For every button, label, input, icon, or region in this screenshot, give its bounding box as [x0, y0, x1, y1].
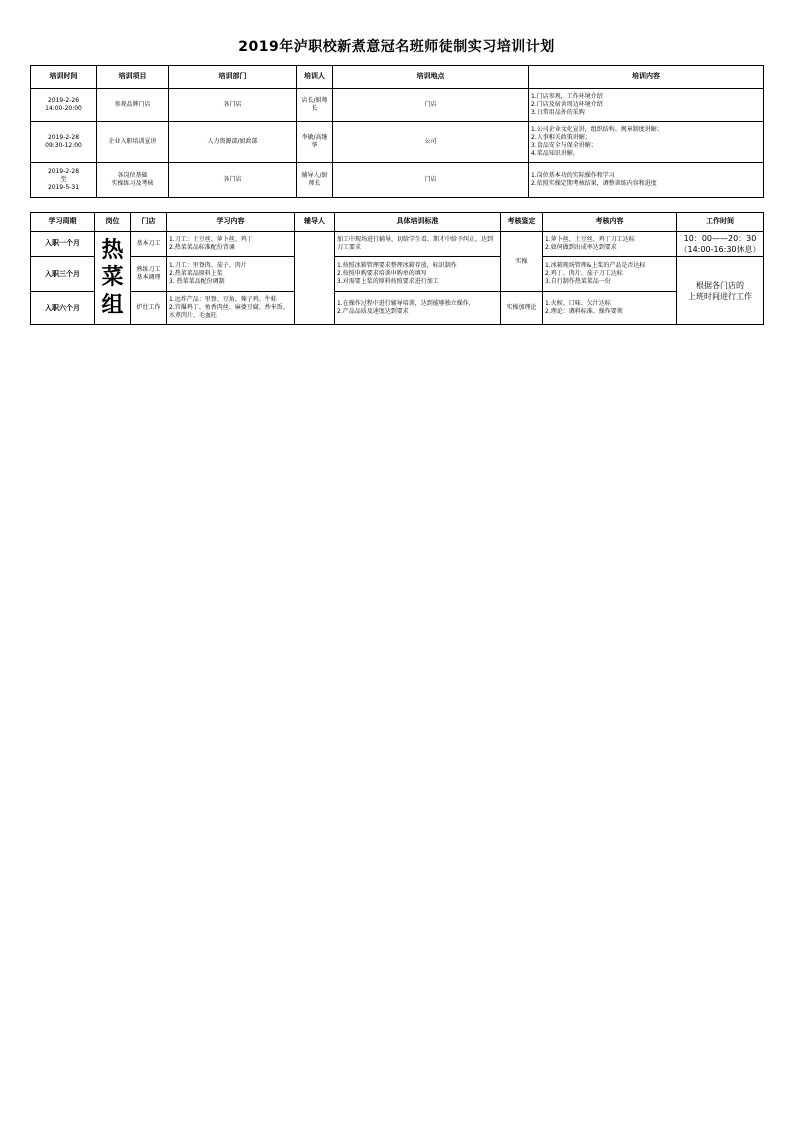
cell-project: 参观品牌门店 — [97, 89, 169, 122]
cell-project: 企业入职培训宣讲 — [97, 122, 169, 163]
cell-assess: 实操 — [501, 232, 543, 292]
header-period: 学习周期 — [31, 213, 95, 232]
cell-post: 热 菜 组 — [95, 232, 131, 325]
cell-study: 1.远炸产品：里脊、豆角、辣子鸡、牛蛙 2.宫爆鸡丁、鱼香肉丝、麻婆豆腐、炒米饭、水煮肉片、毛血旺 — [167, 292, 295, 325]
header-project: 培训项目 — [97, 66, 169, 89]
table-row — [31, 232, 764, 257]
cell-dept: 人力资源部/厨政部 — [169, 122, 297, 163]
header-place: 培训地点 — [333, 66, 529, 89]
table-row — [31, 292, 764, 325]
cell-period: 入职三个月 — [31, 257, 95, 292]
cell-assess-content: 1.萝卜丝、土豆丝、鸡丁刀工达标 2.如何做到出成率达到要求 — [543, 232, 677, 257]
cell-store: 炉灶工作 — [131, 292, 167, 325]
cell-place: 门店 — [333, 163, 529, 198]
cell-dept: 各门店 — [169, 89, 297, 122]
cell-period: 入职六个月 — [31, 292, 95, 325]
header-standard: 具体培训标准 — [335, 213, 501, 232]
cell-time: 2019-2-26 14:00-20:00 — [31, 89, 97, 122]
cell-store: 熟练刀工 基本调理 — [131, 257, 167, 292]
cell-content: 1.岗位基本功的实际操作和学习 2.依照实操定期考核结果，调整训练内容和进度 — [529, 163, 764, 198]
cell-content: 1.门店参观，工作环境介绍 2.门店及宿舍周边环境介绍 3.日常用品外的采购 — [529, 89, 764, 122]
table-row — [31, 163, 764, 198]
cell-study: 1.刀工：里脊肉、茄子、肉片 2.热菜菜品原料上浆 3. 热菜菜品配份调制 — [167, 257, 295, 292]
cell-assess: 实操加理论 — [501, 292, 543, 325]
training-plan-table — [30, 65, 764, 198]
cell-place: 公司 — [333, 122, 529, 163]
header-worktime: 工作时间 — [677, 213, 764, 232]
header-time: 培训时间 — [31, 66, 97, 89]
cell-assess-content: 1.火候、口味、欠汁达标 2.理论：调料标准、操作要领 — [543, 292, 677, 325]
header-tutor: 辅导人 — [295, 213, 335, 232]
cell-time: 2019-2-28 09:30-12:00 — [31, 122, 97, 163]
cell-project: 各岗位基础 实操练习及考核 — [97, 163, 169, 198]
cell-trainer: 李敏/高继华 — [297, 122, 333, 163]
cell-time: 2019-2-28 至 2019-5-31 — [31, 163, 97, 198]
cell-tutor — [295, 232, 335, 325]
cell-study: 1.刀工：土豆丝、萝卜丝、鸡丁 2.热菜菜品标准配份背诵 — [167, 232, 295, 257]
cell-assess-content: 1.冰箱现场管理&上浆的产品是否达标 2.鸡丁、肉片、茄子刀工达标 3.自行制作热菜菜品一份 — [543, 257, 677, 292]
header-store: 门店 — [131, 213, 167, 232]
study-plan-table — [30, 212, 764, 325]
header-content: 培训内容 — [529, 66, 764, 89]
cell-store: 基本刀工 — [131, 232, 167, 257]
cell-standard: 1.在操作过程中进行辅导培训，达到能够独立操作， 2.产品品质及速度达到要求 — [335, 292, 501, 325]
cell-trainer: 辅导人/厨师长 — [297, 163, 333, 198]
cell-standard: 1.按照冰箱管理要求整理冰箱存放，标识制作 2.按照申购要求培训申购单的填写 3.对需要上浆的原料按照要求进行加工 — [335, 257, 501, 292]
table-header-row — [31, 66, 764, 89]
header-trainer: 培训人 — [297, 66, 333, 89]
header-assess: 考核鉴定 — [501, 213, 543, 232]
table-row — [31, 89, 764, 122]
cell-trainer: 店长/厨师长 — [297, 89, 333, 122]
header-dept: 培训部门 — [169, 66, 297, 89]
header-assess-content: 考核内容 — [543, 213, 677, 232]
cell-place: 门店 — [333, 89, 529, 122]
header-post: 岗位 — [95, 213, 131, 232]
cell-period: 入职一个月 — [31, 232, 95, 257]
table-header-row — [31, 213, 764, 232]
cell-content: 1.公司企业文化宣讲，组织结构、规章制度讲解； 2.人事相关政策讲解； 3.食品安全与保全讲解； 4.菜品知识讲解。 — [529, 122, 764, 163]
table-row — [31, 257, 764, 292]
header-study: 学习内容 — [167, 213, 295, 232]
cell-standard: 加工中现场进行辅导，切给学生看，期才中给予纠正，达到刀工要求 — [335, 232, 501, 257]
page-title: 2019年泸职校新煮意冠名班师徒制实习培训计划 — [238, 39, 555, 55]
cell-dept: 各门店 — [169, 163, 297, 198]
cell-worktime: 10：00——20：30 （14:00-16:30休息） — [677, 232, 764, 257]
table-row — [31, 122, 764, 163]
cell-worktime: 根据各门店的 上班时间进行工作 — [677, 257, 764, 325]
